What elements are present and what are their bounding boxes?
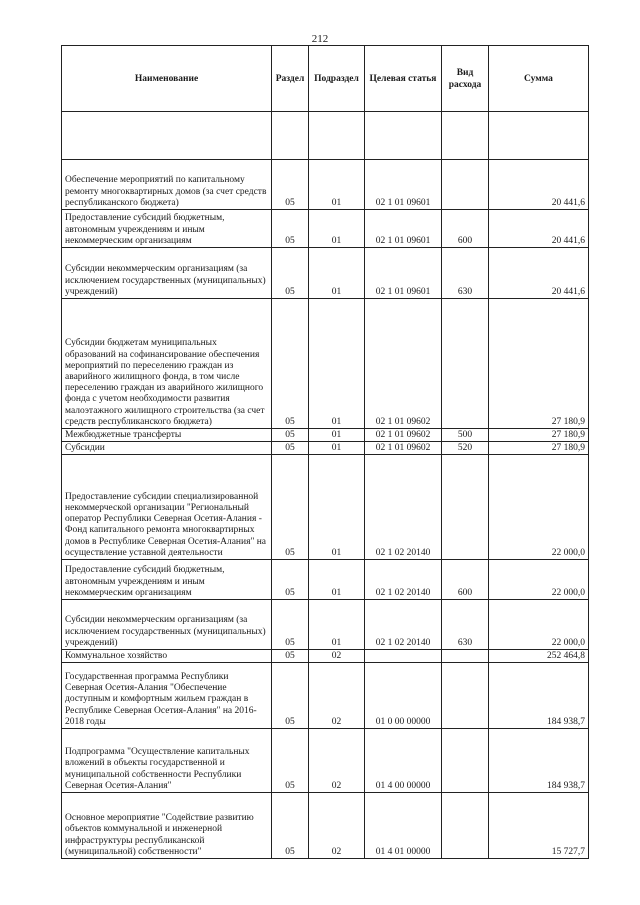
cell-subsection: 02 bbox=[309, 663, 365, 729]
cell-name: Предоставление субсидии специализированной некоммерческой организации "Региональный оператор Республики Северная Осетия-Алания - Фонд капитального ремонта многоквартирных домов в Республике Северная Осетия-Алания" на осуществление уставной деятельности bbox=[62, 455, 272, 560]
cell-target: 01 4 01 00000 bbox=[365, 793, 442, 859]
cell-sum: 184 938,7 bbox=[489, 729, 589, 793]
cell-expense-type bbox=[442, 650, 489, 663]
cell-name: Субсидии некоммерческим организациям (за исключением государственных (муниципальных) учреждений) bbox=[62, 600, 272, 650]
table-row bbox=[62, 299, 589, 429]
table-row bbox=[62, 210, 589, 248]
cell-section: 05 bbox=[272, 663, 309, 729]
cell-name: Субсидии некоммерческим организациям (за исключением государственных (муниципальных) учреждений) bbox=[62, 248, 272, 299]
cell-expense-type: 630 bbox=[442, 248, 489, 299]
column-header-subsection: Подраздел bbox=[309, 46, 365, 112]
cell-section: 05 bbox=[272, 160, 309, 210]
cell-subsection: 01 bbox=[309, 455, 365, 560]
column-header-target: Целевая статья bbox=[365, 46, 442, 112]
cell-target: 02 1 01 09602 bbox=[365, 442, 442, 455]
cell-expense-type: 630 bbox=[442, 600, 489, 650]
cell-expense-type: 600 bbox=[442, 210, 489, 248]
cell-target: 01 4 00 00000 bbox=[365, 729, 442, 793]
cell-sum: 27 180,9 bbox=[489, 442, 589, 455]
cell-sum: 20 441,6 bbox=[489, 160, 589, 210]
table-row bbox=[62, 455, 589, 560]
cell-expense-type: 600 bbox=[442, 560, 489, 600]
cell-section: 05 bbox=[272, 429, 309, 442]
cell-sum: 15 727,7 bbox=[489, 793, 589, 859]
cell-name: Субсидии bbox=[62, 442, 272, 455]
cell-sum: 252 464,8 bbox=[489, 650, 589, 663]
cell-sum: 27 180,9 bbox=[489, 429, 589, 442]
cell-target: 02 1 01 09601 bbox=[365, 160, 442, 210]
cell-subsection: 02 bbox=[309, 793, 365, 859]
cell-section: 05 bbox=[272, 210, 309, 248]
table-row bbox=[62, 729, 589, 793]
cell-subsection: 01 bbox=[309, 442, 365, 455]
cell-sum: 22 000,0 bbox=[489, 600, 589, 650]
cell-expense-type bbox=[442, 729, 489, 793]
cell-sum: 20 441,6 bbox=[489, 210, 589, 248]
budget-table bbox=[61, 45, 589, 859]
cell-sum: 27 180,9 bbox=[489, 299, 589, 429]
cell-target: 02 1 02 20140 bbox=[365, 600, 442, 650]
cell-target: 02 1 01 09602 bbox=[365, 299, 442, 429]
cell-subsection: 01 bbox=[309, 160, 365, 210]
cell-expense-type bbox=[442, 160, 489, 210]
cell-section: 05 bbox=[272, 299, 309, 429]
cell-subsection: 01 bbox=[309, 429, 365, 442]
table-row bbox=[62, 442, 589, 455]
cell-subsection: 01 bbox=[309, 248, 365, 299]
cell-expense-type bbox=[442, 299, 489, 429]
cell-subsection: 02 bbox=[309, 729, 365, 793]
cell-name: Предоставление субсидий бюджетным, автономным учреждениям и иным некоммерческим организациям bbox=[62, 210, 272, 248]
cell-section: 05 bbox=[272, 560, 309, 600]
cell-section: 05 bbox=[272, 455, 309, 560]
cell-subsection: 01 bbox=[309, 210, 365, 248]
table-row bbox=[62, 160, 589, 210]
cell-section: 05 bbox=[272, 248, 309, 299]
cell-expense-type bbox=[442, 793, 489, 859]
column-header-section: Раздел bbox=[272, 46, 309, 112]
cell-name: Предоставление субсидий бюджетным, автономным учреждениям и иным некоммерческим организациям bbox=[62, 560, 272, 600]
cell-target: 01 0 00 00000 bbox=[365, 663, 442, 729]
cell-expense-type bbox=[442, 663, 489, 729]
cell-name: Коммунальное хозяйство bbox=[62, 650, 272, 663]
column-header-sum: Сумма bbox=[489, 46, 589, 112]
cell-expense-type: 500 bbox=[442, 429, 489, 442]
cell-subsection: 01 bbox=[309, 600, 365, 650]
cell-target: 02 1 02 20140 bbox=[365, 560, 442, 600]
cell-section: 05 bbox=[272, 650, 309, 663]
header-spacer-row bbox=[62, 112, 589, 160]
cell-sum: 184 938,7 bbox=[489, 663, 589, 729]
cell-section: 05 bbox=[272, 793, 309, 859]
cell-target: 02 1 01 09601 bbox=[365, 210, 442, 248]
cell-target: 02 1 01 09602 bbox=[365, 429, 442, 442]
table-row bbox=[62, 663, 589, 729]
cell-sum: 22 000,0 bbox=[489, 560, 589, 600]
table-row bbox=[62, 560, 589, 600]
column-header-expense-type: Вид расхода bbox=[442, 46, 489, 112]
cell-name: Государственная программа Республики Северная Осетия-Алания "Обеспечение доступным и комфортным жильем граждан в Республике Северная Осетия-Алания" на 2016-2018 годы bbox=[62, 663, 272, 729]
cell-name: Подпрограмма "Осуществление капитальных вложений в объекты государственной и муниципальной собственности Республики Северная Осетия-Алания" bbox=[62, 729, 272, 793]
cell-subsection: 01 bbox=[309, 560, 365, 600]
cell-sum: 20 441,6 bbox=[489, 248, 589, 299]
cell-target bbox=[365, 650, 442, 663]
cell-name: Основное мероприятие "Содействие развитию объектов коммунальной и инженерной инфраструктуры республиканской (муниципальной) собственности" bbox=[62, 793, 272, 859]
cell-target: 02 1 01 09601 bbox=[365, 248, 442, 299]
cell-subsection: 02 bbox=[309, 650, 365, 663]
cell-name: Субсидии бюджетам муниципальных образований на софинансирование обеспечения мероприятий по переселению граждан из аварийного жилищного фонда, в том числе переселению граждан из аварийного жилищного фонда с учетом необходимости развития малоэтажного жилищного строительства (за счет средств республиканского бюджета) bbox=[62, 299, 272, 429]
cell-section: 05 bbox=[272, 442, 309, 455]
table-row bbox=[62, 793, 589, 859]
table-header-row bbox=[62, 46, 589, 112]
table-row bbox=[62, 600, 589, 650]
cell-name: Межбюджетные трансферты bbox=[62, 429, 272, 442]
cell-section: 05 bbox=[272, 729, 309, 793]
cell-sum: 22 000,0 bbox=[489, 455, 589, 560]
column-header-name: Наименование bbox=[62, 46, 272, 112]
cell-target: 02 1 02 20140 bbox=[365, 455, 442, 560]
cell-subsection: 01 bbox=[309, 299, 365, 429]
cell-section: 05 bbox=[272, 600, 309, 650]
table-row bbox=[62, 429, 589, 442]
table-row bbox=[62, 650, 589, 663]
table-row bbox=[62, 248, 589, 299]
cell-expense-type: 520 bbox=[442, 442, 489, 455]
page-number: 212 bbox=[311, 33, 329, 45]
cell-name: Обеспечение мероприятий по капитальному ремонту многоквартирных домов (за счет средств республиканского бюджета) bbox=[62, 160, 272, 210]
cell-expense-type bbox=[442, 455, 489, 560]
